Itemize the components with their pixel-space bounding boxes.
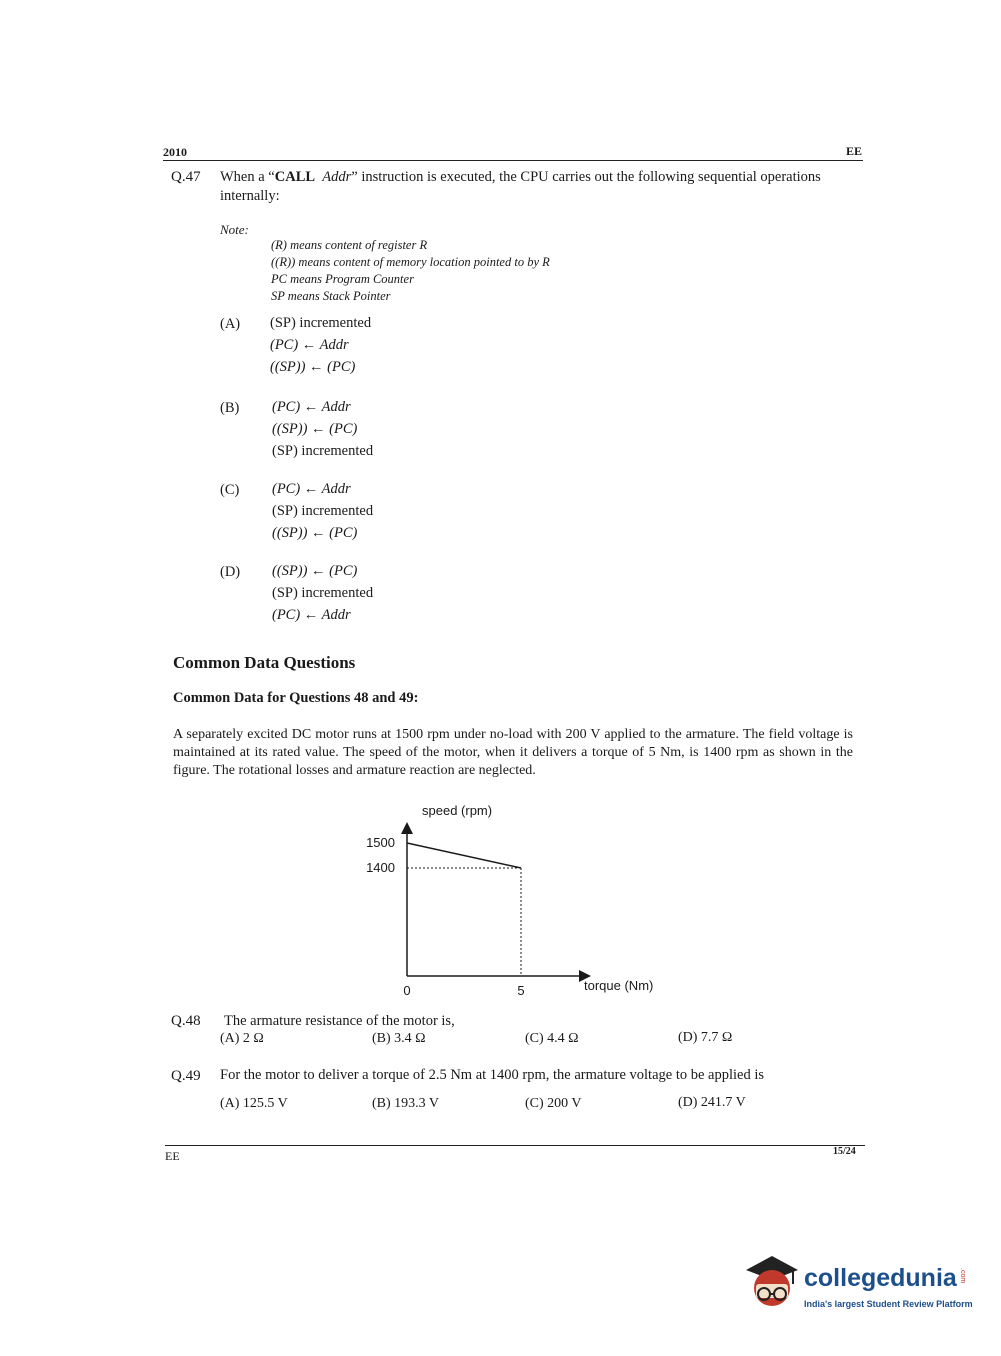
header-rule: [163, 160, 863, 161]
option-line: ((SP)) ← (PC): [272, 563, 358, 579]
q49-option-b: (B) 193.3 V: [372, 1096, 440, 1111]
footer-page-number: 15/24: [833, 1146, 856, 1157]
q47-notes: [271, 237, 550, 305]
note-line: ((R)) means content of memory location pointed to by R: [271, 255, 550, 269]
note-line: SP means Stack Pointer: [271, 289, 391, 303]
option-line: (SP) incremented: [272, 585, 374, 601]
footer-rule: [165, 1145, 865, 1146]
footer-code: EE: [165, 1149, 180, 1163]
header-paper-code: EE: [846, 144, 863, 158]
q47-stem: When a “CALL Addr” instruction is executed, the CPU carries out the following sequential operations internally:: [220, 169, 821, 204]
note-line: (R) means content of register R: [271, 238, 428, 252]
chart-ylabel: speed (rpm): [422, 803, 493, 818]
q48-option-a: (A) 2 Ω: [220, 1031, 264, 1046]
option-line: (SP) incremented: [272, 503, 374, 519]
q47-option-c: [272, 478, 373, 544]
q48-number: Q.48: [171, 1013, 201, 1029]
q48-option-c: (C) 4.4 Ω: [525, 1031, 579, 1046]
brand-suffix: .com: [959, 1268, 966, 1284]
q49-number: Q.49: [171, 1068, 201, 1084]
q47-note-label: Note:: [220, 222, 249, 237]
chart-series-line: [407, 843, 521, 868]
brand-name: collegedunia: [804, 1264, 957, 1292]
q47-option-a: [270, 312, 371, 378]
section-title: Common Data Questions: [173, 653, 356, 672]
q47-option-c-letter: (C): [220, 482, 240, 498]
chart-y-tick-label: 1500: [366, 835, 395, 850]
chart-xlabel: torque (Nm): [584, 978, 654, 993]
option-line: (PC) ← Addr: [270, 337, 349, 353]
chart-x-tick-label: 0: [403, 983, 411, 998]
q47-option-b: [272, 396, 373, 462]
q49-option-c: (C) 200 V: [525, 1096, 582, 1111]
option-line: (PC) ← Addr: [272, 607, 351, 623]
speed-torque-chart: [340, 795, 680, 1005]
chart-y-tick-label: 1400: [366, 860, 395, 875]
option-line: (PC) ← Addr: [272, 399, 351, 415]
q49-text: For the motor to deliver a torque of 2.5 Nm at 1400 rpm, the armature voltage to be applied is: [220, 1067, 765, 1083]
option-line: ((SP)) ← (PC): [270, 359, 356, 375]
option-line: ((SP)) ← (PC): [272, 421, 358, 437]
q48-option-b: (B) 3.4 Ω: [372, 1031, 426, 1046]
option-line: ((SP)) ← (PC): [272, 525, 358, 541]
chart-x-tick-label: 5: [517, 983, 525, 998]
q49-option-d: (D) 241.7 V: [678, 1095, 746, 1110]
brand-tagline: India's largest Student Review Platform: [804, 1299, 973, 1309]
collegedunia-watermark: [742, 1250, 972, 1320]
header-year: 2010: [163, 145, 187, 159]
q47-option-b-letter: (B): [220, 400, 240, 416]
q47-option-d: [272, 560, 373, 626]
q48-option-d: (D) 7.7 Ω: [678, 1030, 733, 1045]
q47-option-a-letter: (A): [220, 316, 241, 332]
option-line: (SP) incremented: [270, 315, 372, 331]
q47-number: Q.47: [171, 169, 201, 185]
common-data-subtitle: Common Data for Questions 48 and 49:: [173, 690, 419, 706]
option-line: (SP) incremented: [272, 443, 374, 459]
mascot-icon: [742, 1250, 802, 1314]
q48-text: The armature resistance of the motor is,: [224, 1013, 455, 1029]
q49-option-a: (A) 125.5 V: [220, 1096, 288, 1111]
common-data-paragraph: A separately excited DC motor runs at 1500 rpm under no-load with 200 V applied to the armature. The field voltage is maintained at its rated value. The speed of the motor, when it delivers a torque of 5 Nm, is 1400 rpm as shown in the figure. The rotational losses and armature reaction are neglected.: [173, 727, 853, 778]
note-line: PC means Program Counter: [271, 272, 414, 286]
q47-option-d-letter: (D): [220, 564, 241, 580]
option-line: (PC) ← Addr: [272, 481, 351, 497]
